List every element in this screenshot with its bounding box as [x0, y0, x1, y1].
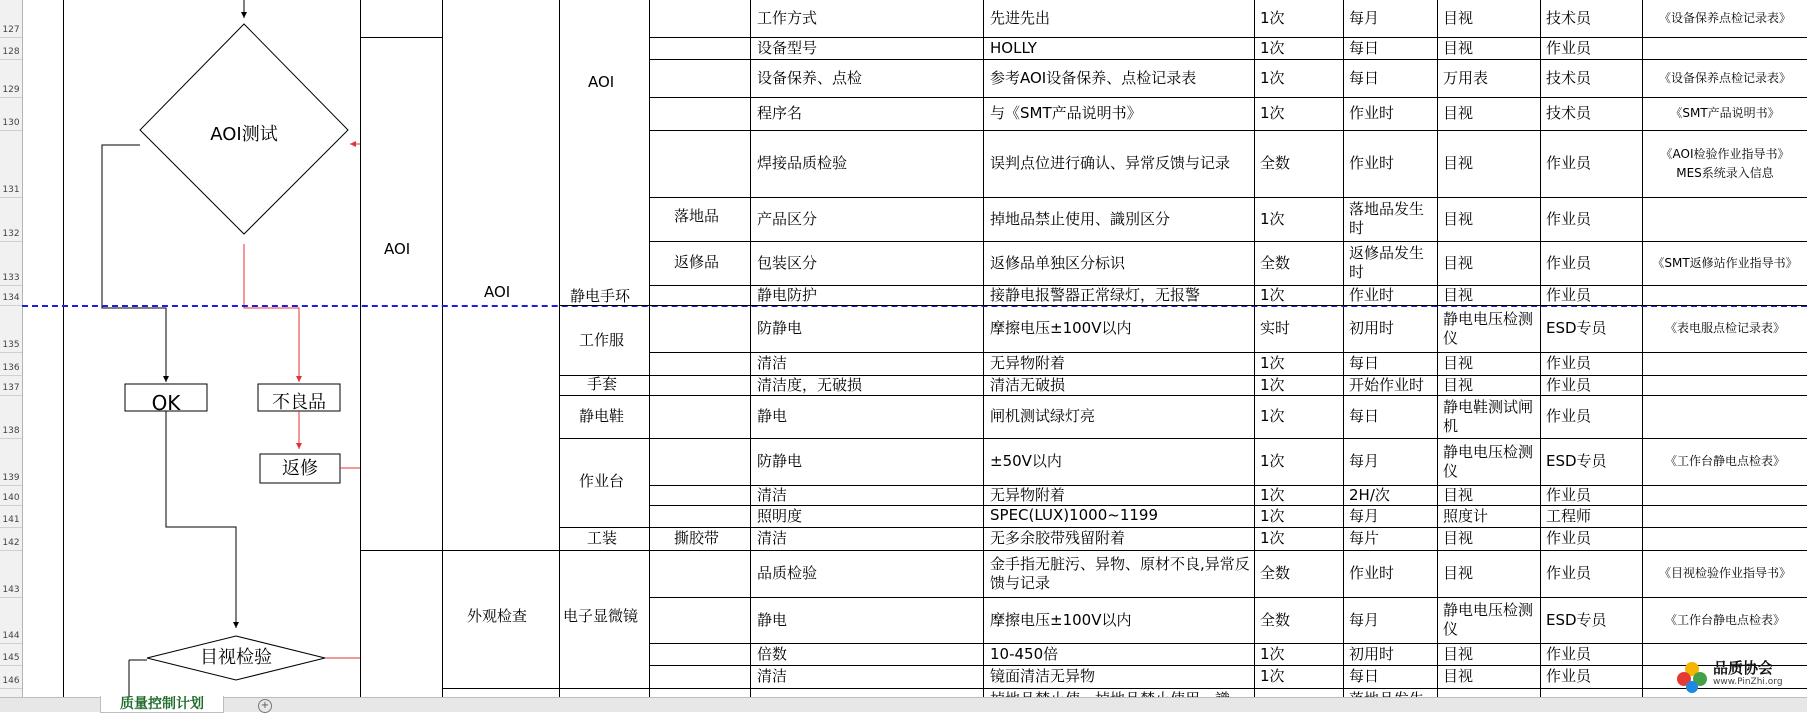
sheet-tab-bar — [0, 697, 1807, 712]
watermark-logo — [1673, 657, 1801, 695]
row-divider — [0, 197, 22, 198]
cell-spec[interactable]: 参考AOI设备保养、点检记录表 — [990, 68, 1197, 87]
group-border — [559, 305, 649, 306]
cell-qty[interactable]: 全数 — [1260, 610, 1291, 629]
group-bench: 作业台 — [579, 472, 625, 490]
cell-owner[interactable]: 作业员 — [1546, 38, 1592, 57]
cell-method[interactable]: 目视 — [1443, 154, 1474, 172]
cell-owner[interactable]: 作业员 — [1546, 529, 1592, 547]
cell-spec[interactable]: 镜面清洁无异物 — [990, 667, 1096, 685]
cell-qty[interactable]: 1次 — [1260, 354, 1285, 372]
cell-qty[interactable]: 实时 — [1260, 319, 1291, 337]
group-wrist-strap: 静电手环 — [570, 287, 631, 305]
flow-ok-label: OK — [151, 391, 181, 415]
cell-spec[interactable]: 掉地品禁止使用、識別区分 — [990, 209, 1171, 228]
watermark-url: www.PinZhi.org — [1713, 677, 1783, 687]
flow-defect-label: 不良品 — [272, 392, 326, 413]
row-divider — [0, 438, 22, 439]
row-divider — [0, 665, 22, 666]
grid-line — [442, 0, 443, 697]
row-number[interactable]: 143 — [2, 585, 20, 595]
row-border — [649, 438, 1807, 439]
group-border — [360, 37, 442, 38]
cell-freq[interactable]: 每日 — [1349, 667, 1380, 685]
cell-freq[interactable]: 初用时 — [1349, 644, 1395, 663]
cell-spec[interactable]: 无异物附着 — [990, 354, 1066, 372]
grid-line — [1343, 0, 1344, 697]
cell-spec[interactable]: HOLLY — [990, 38, 1037, 57]
grid-line — [1540, 0, 1541, 697]
cell-freq[interactable]: 每月 — [1349, 610, 1380, 629]
cell-owner[interactable]: ESD专员 — [1546, 610, 1607, 629]
cell-item[interactable]: 清洁 — [757, 486, 788, 504]
cell-item[interactable]: 产品区分 — [757, 209, 818, 228]
row-number[interactable]: 142 — [2, 538, 20, 548]
cell-method[interactable]: 目视 — [1443, 104, 1474, 122]
cell-owner[interactable]: 技术员 — [1546, 104, 1592, 122]
cell-owner[interactable]: 作业员 — [1546, 644, 1592, 663]
group-aoi-col3: AOI — [588, 73, 615, 91]
row-border — [649, 597, 1807, 598]
cell-owner[interactable]: 作业员 — [1546, 286, 1592, 304]
flow-arrow-visual — [166, 411, 236, 628]
cell-spec[interactable]: 接静电报警器正常绿灯，无报警 — [990, 286, 1201, 304]
cell-item[interactable]: 照明度 — [757, 506, 803, 525]
cell-method[interactable]: 目视 — [1443, 667, 1474, 685]
row-number[interactable]: 139 — [2, 473, 20, 483]
cell-freq[interactable]: 落地品发生时 — [1349, 200, 1425, 237]
row-border — [649, 241, 1807, 242]
cell-freq[interactable]: 每日 — [1349, 68, 1380, 87]
row-number[interactable]: 134 — [2, 293, 20, 303]
cell-spec[interactable]: 无多余胶带残留附着 — [990, 529, 1126, 547]
cell-item[interactable]: 清洁度，无破损 — [757, 376, 863, 394]
row-border — [649, 485, 1807, 486]
process-flowchart — [63, 0, 360, 697]
cell-owner[interactable]: 作业员 — [1546, 376, 1592, 394]
cell-record[interactable]: 《目视检验作业指导书》 — [1658, 566, 1791, 580]
cell-record[interactable]: 《SMT产品说明书》 — [1670, 106, 1780, 120]
cell-method[interactable]: 目视 — [1443, 376, 1474, 394]
cell-item[interactable]: 清洁 — [757, 529, 788, 547]
cell-spec[interactable]: 摩擦电压±100V以内 — [990, 319, 1132, 337]
cell-qty[interactable]: 1次 — [1260, 38, 1285, 57]
cell-owner[interactable]: 作业员 — [1546, 154, 1592, 172]
flow-rework-label: 返修 — [282, 458, 318, 479]
flow-visual-label: 目视检验 — [200, 647, 272, 668]
row-border — [649, 395, 1807, 396]
cell-spec[interactable]: 无异物附着 — [990, 486, 1066, 504]
cell-qty[interactable]: 1次 — [1260, 9, 1285, 27]
row-border — [649, 527, 1807, 528]
row-border — [649, 285, 1807, 286]
row-border — [649, 37, 1807, 38]
row-number[interactable]: 140 — [2, 493, 20, 503]
cell-freq[interactable]: 返修品发生时 — [1349, 244, 1425, 281]
group-border — [442, 688, 559, 689]
grid-line — [649, 0, 650, 697]
flow-arrow-ok — [102, 145, 166, 382]
grid-line — [750, 0, 751, 697]
row-border — [649, 643, 1807, 644]
cell-qty[interactable]: 1次 — [1260, 68, 1285, 87]
cell-item[interactable]: 防静电 — [757, 452, 803, 470]
group-drop-product: 落地品 — [674, 207, 720, 225]
cell-freq[interactable]: 初用时 — [1349, 319, 1395, 337]
row-border — [649, 59, 1807, 60]
row-number[interactable]: 133 — [2, 273, 20, 283]
cell-freq[interactable]: 每月 — [1349, 9, 1380, 27]
group-microscope: 电子显微镜 — [563, 607, 639, 625]
cell-spec[interactable]: 金手指无脏污、异物、原材不良,异常反馈与记录 — [990, 554, 1250, 592]
cell-item[interactable]: 焊接品质检验 — [757, 154, 848, 172]
grid-line — [1254, 0, 1255, 697]
cell-qty[interactable]: 1次 — [1260, 452, 1285, 470]
row-border — [649, 665, 1807, 666]
group-border — [442, 550, 559, 551]
cell-owner[interactable]: 作业员 — [1546, 564, 1592, 582]
cell-item[interactable]: 静电 — [757, 610, 788, 629]
cell-item[interactable]: 工作方式 — [757, 9, 818, 27]
group-border — [649, 197, 750, 198]
cell-freq[interactable]: 作业时 — [1349, 564, 1395, 582]
row-header-column — [0, 0, 23, 697]
row-number[interactable]: 131 — [2, 185, 20, 195]
cell-freq[interactable]: 每日 — [1349, 407, 1380, 425]
cell-freq[interactable]: 每日 — [1349, 38, 1380, 57]
cell-qty[interactable]: 全数 — [1260, 154, 1291, 172]
row-number[interactable]: 137 — [2, 383, 20, 393]
row-border — [649, 688, 1807, 689]
cell-item[interactable]: 设备型号 — [757, 38, 818, 57]
cell-owner[interactable]: 技术员 — [1546, 68, 1592, 87]
cell-freq[interactable]: 每月 — [1349, 506, 1380, 525]
cell-record[interactable]: 《表电服点检记录表》 — [1664, 321, 1785, 335]
group-tape: 撕胶带 — [674, 529, 720, 547]
group-shoes: 静电鞋 — [579, 407, 625, 425]
grid-line — [983, 0, 984, 697]
group-aoi-col1: AOI — [384, 240, 411, 258]
row-divider — [0, 285, 22, 286]
grid-line — [1437, 0, 1438, 697]
watermark-title: 品质协会 — [1713, 659, 1774, 677]
cell-freq[interactable]: 作业时 — [1349, 286, 1395, 304]
cell-freq[interactable]: 每月 — [1349, 452, 1380, 470]
group-border — [559, 395, 649, 396]
cell-method[interactable]: 照度计 — [1443, 506, 1489, 525]
cell-freq[interactable]: 作业时 — [1349, 154, 1395, 172]
cell-record[interactable]: 《设备保养点检记录表》 — [1658, 70, 1791, 85]
row-divider — [0, 352, 22, 353]
row-divider — [0, 597, 22, 598]
cell-qty[interactable]: 1次 — [1260, 407, 1285, 425]
row-divider — [0, 527, 22, 528]
cell-item[interactable]: 静电防护 — [757, 286, 818, 304]
group-border — [649, 241, 750, 242]
row-number[interactable]: 136 — [2, 363, 20, 373]
row-number[interactable]: 127 — [2, 25, 20, 35]
cell-qty[interactable]: 1次 — [1260, 506, 1285, 525]
row-border — [649, 352, 1807, 353]
grid-line — [559, 0, 560, 697]
cell-freq[interactable]: 开始作业时 — [1349, 376, 1425, 394]
group-border — [559, 550, 649, 551]
cell-spec[interactable]: 10-450倍 — [990, 644, 1059, 663]
cell-record[interactable]: 《AOI检验作业指导书》 MES系统录入信息 — [1660, 146, 1790, 180]
row-divider — [0, 550, 22, 551]
cell-method[interactable]: 目视 — [1443, 209, 1474, 228]
cell-item[interactable]: 程序名 — [757, 104, 803, 122]
row-divider — [0, 395, 22, 396]
group-border — [559, 438, 649, 439]
row-number[interactable]: 138 — [2, 426, 20, 436]
row-divider — [0, 130, 22, 131]
cell-method[interactable]: 目视 — [1443, 486, 1474, 504]
cell-owner[interactable]: ESD专员 — [1546, 452, 1607, 470]
cell-freq[interactable]: 作业时 — [1349, 104, 1395, 122]
cell-method[interactable]: 目视 — [1443, 644, 1474, 663]
spreadsheet-grid[interactable] — [22, 0, 1807, 697]
add-sheet-icon[interactable]: + — [258, 699, 272, 713]
cell-qty[interactable]: 1次 — [1260, 286, 1285, 304]
cell-spec[interactable]: 清洁无破损 — [990, 376, 1066, 394]
cell-freq[interactable]: 每日 — [1349, 354, 1380, 372]
row-divider — [0, 688, 22, 689]
cell-method[interactable]: 静电鞋测试闸机 — [1443, 397, 1534, 435]
row-divider — [0, 375, 22, 376]
row-number[interactable]: 132 — [2, 229, 20, 239]
cell-qty[interactable]: 1次 — [1260, 486, 1285, 504]
cell-method[interactable]: 目视 — [1443, 529, 1474, 547]
cell-spec[interactable]: 返修品单独区分标识 — [990, 253, 1126, 272]
cell-owner[interactable]: ESD专员 — [1546, 319, 1607, 337]
cell-qty[interactable]: 全数 — [1260, 253, 1291, 272]
row-number[interactable]: 128 — [2, 47, 20, 57]
cell-qty[interactable]: 1次 — [1260, 209, 1285, 228]
flow-arrow-visual-defect — [325, 658, 360, 697]
group-glove: 手套 — [587, 375, 618, 393]
cell-item[interactable]: 品质检验 — [757, 564, 818, 582]
row-border — [649, 97, 1807, 98]
cell-freq[interactable]: 每片 — [1349, 529, 1380, 547]
group-border — [649, 550, 750, 551]
row-divider — [0, 643, 22, 644]
cell-owner[interactable]: 工程师 — [1546, 506, 1592, 525]
cell-method[interactable]: 万用表 — [1443, 68, 1489, 87]
sheet-tab-quality-plan[interactable]: 质量控制计划 — [100, 696, 224, 713]
cell-spec[interactable]: 闸机测试绿灯亮 — [990, 407, 1096, 425]
cell-item[interactable]: 倍数 — [757, 644, 788, 663]
cell-owner[interactable]: 技术员 — [1546, 9, 1592, 27]
row-divider — [0, 59, 22, 60]
cell-item[interactable]: 设备保养、点检 — [757, 68, 863, 87]
cell-method[interactable]: 静电电压检测仪 — [1443, 601, 1534, 638]
cell-spec[interactable]: ±50V以内 — [990, 452, 1062, 470]
row-border — [649, 197, 1807, 198]
group-border — [649, 285, 750, 286]
group-rework-product: 返修品 — [674, 253, 720, 271]
cell-method[interactable]: 目视 — [1443, 564, 1474, 582]
group-uniform: 工作服 — [579, 331, 625, 349]
cell-method[interactable]: 静电电压检测仪 — [1443, 442, 1534, 480]
cell-spec[interactable]: 摩擦电压±100V以内 — [990, 610, 1132, 629]
group-visual-inspection: 外观检查 — [467, 607, 528, 625]
row-number[interactable]: 129 — [2, 85, 20, 95]
row-number[interactable]: 146 — [2, 676, 20, 686]
cell-owner[interactable]: 作业员 — [1546, 253, 1592, 272]
flow-arrow-defect — [244, 244, 299, 382]
row-divider — [0, 97, 22, 98]
cell-method[interactable]: 目视 — [1443, 38, 1474, 57]
cell-owner[interactable]: 作业员 — [1546, 354, 1592, 372]
cell-qty[interactable]: 1次 — [1260, 667, 1285, 685]
row-border — [649, 130, 1807, 131]
cell-spec[interactable]: 先进先出 — [990, 9, 1051, 27]
row-divider — [0, 505, 22, 506]
row-border — [649, 305, 1807, 306]
group-border — [559, 375, 649, 376]
row-number[interactable]: 145 — [2, 653, 20, 663]
group-border — [559, 688, 649, 689]
cell-item[interactable]: 清洁 — [757, 667, 788, 685]
flow-aoi-test-label: AOI测试 — [210, 124, 278, 145]
cell-qty[interactable]: 1次 — [1260, 529, 1285, 547]
row-divider — [0, 37, 22, 38]
cell-owner[interactable]: 作业员 — [1546, 407, 1592, 425]
row-number[interactable]: 135 — [2, 340, 20, 350]
cell-owner[interactable]: 作业员 — [1546, 209, 1592, 228]
row-divider — [0, 241, 22, 242]
cell-item[interactable]: 包装区分 — [757, 253, 818, 272]
cell-method[interactable]: 目视 — [1443, 354, 1474, 372]
group-aoi-col2: AOI — [484, 283, 511, 301]
cell-qty[interactable]: 全数 — [1260, 564, 1291, 582]
group-border — [559, 527, 649, 528]
cell-method[interactable]: 目视 — [1443, 9, 1474, 27]
cell-qty[interactable]: 1次 — [1260, 104, 1285, 122]
cell-owner[interactable]: 作业员 — [1546, 486, 1592, 504]
cell-method[interactable]: 目视 — [1443, 253, 1474, 272]
cell-qty[interactable]: 1次 — [1260, 376, 1285, 394]
cell-record[interactable]: 《SMT返修站作业指导书》 — [1652, 255, 1798, 270]
cell-freq[interactable]: 2H/次 — [1349, 486, 1390, 504]
cell-record[interactable]: 《工作台静电点检表》 — [1664, 454, 1785, 468]
cell-item[interactable]: 清洁 — [757, 354, 788, 372]
cell-owner[interactable]: 作业员 — [1546, 667, 1592, 685]
group-fixture: 工装 — [587, 529, 618, 547]
grid-line — [1642, 0, 1643, 697]
cell-method[interactable]: 目视 — [1443, 286, 1474, 304]
cell-method[interactable]: 静电电压检测仪 — [1443, 309, 1534, 347]
cell-qty[interactable]: 1次 — [1260, 644, 1285, 663]
row-divider — [0, 305, 22, 306]
cell-item[interactable]: 静电 — [757, 407, 788, 425]
row-number[interactable]: 130 — [2, 118, 20, 128]
cell-record[interactable]: 《设备保养点检记录表》 — [1658, 11, 1791, 25]
cell-item[interactable]: 防静电 — [757, 319, 803, 337]
row-number[interactable]: 141 — [2, 515, 20, 525]
cell-spec[interactable]: 与《SMT产品说明书》 — [990, 104, 1142, 122]
cell-spec[interactable]: 误判点位进行确认、异常反馈与记录 — [990, 154, 1231, 172]
grid-line — [360, 0, 361, 697]
row-divider — [0, 485, 22, 486]
flower-logo-icon — [1673, 657, 1711, 695]
row-number[interactable]: 144 — [2, 631, 20, 641]
cell-record[interactable]: 《工作台静电点检表》 — [1664, 612, 1785, 627]
cell-spec[interactable]: SPEC(LUX)1000~1199 — [990, 506, 1159, 524]
